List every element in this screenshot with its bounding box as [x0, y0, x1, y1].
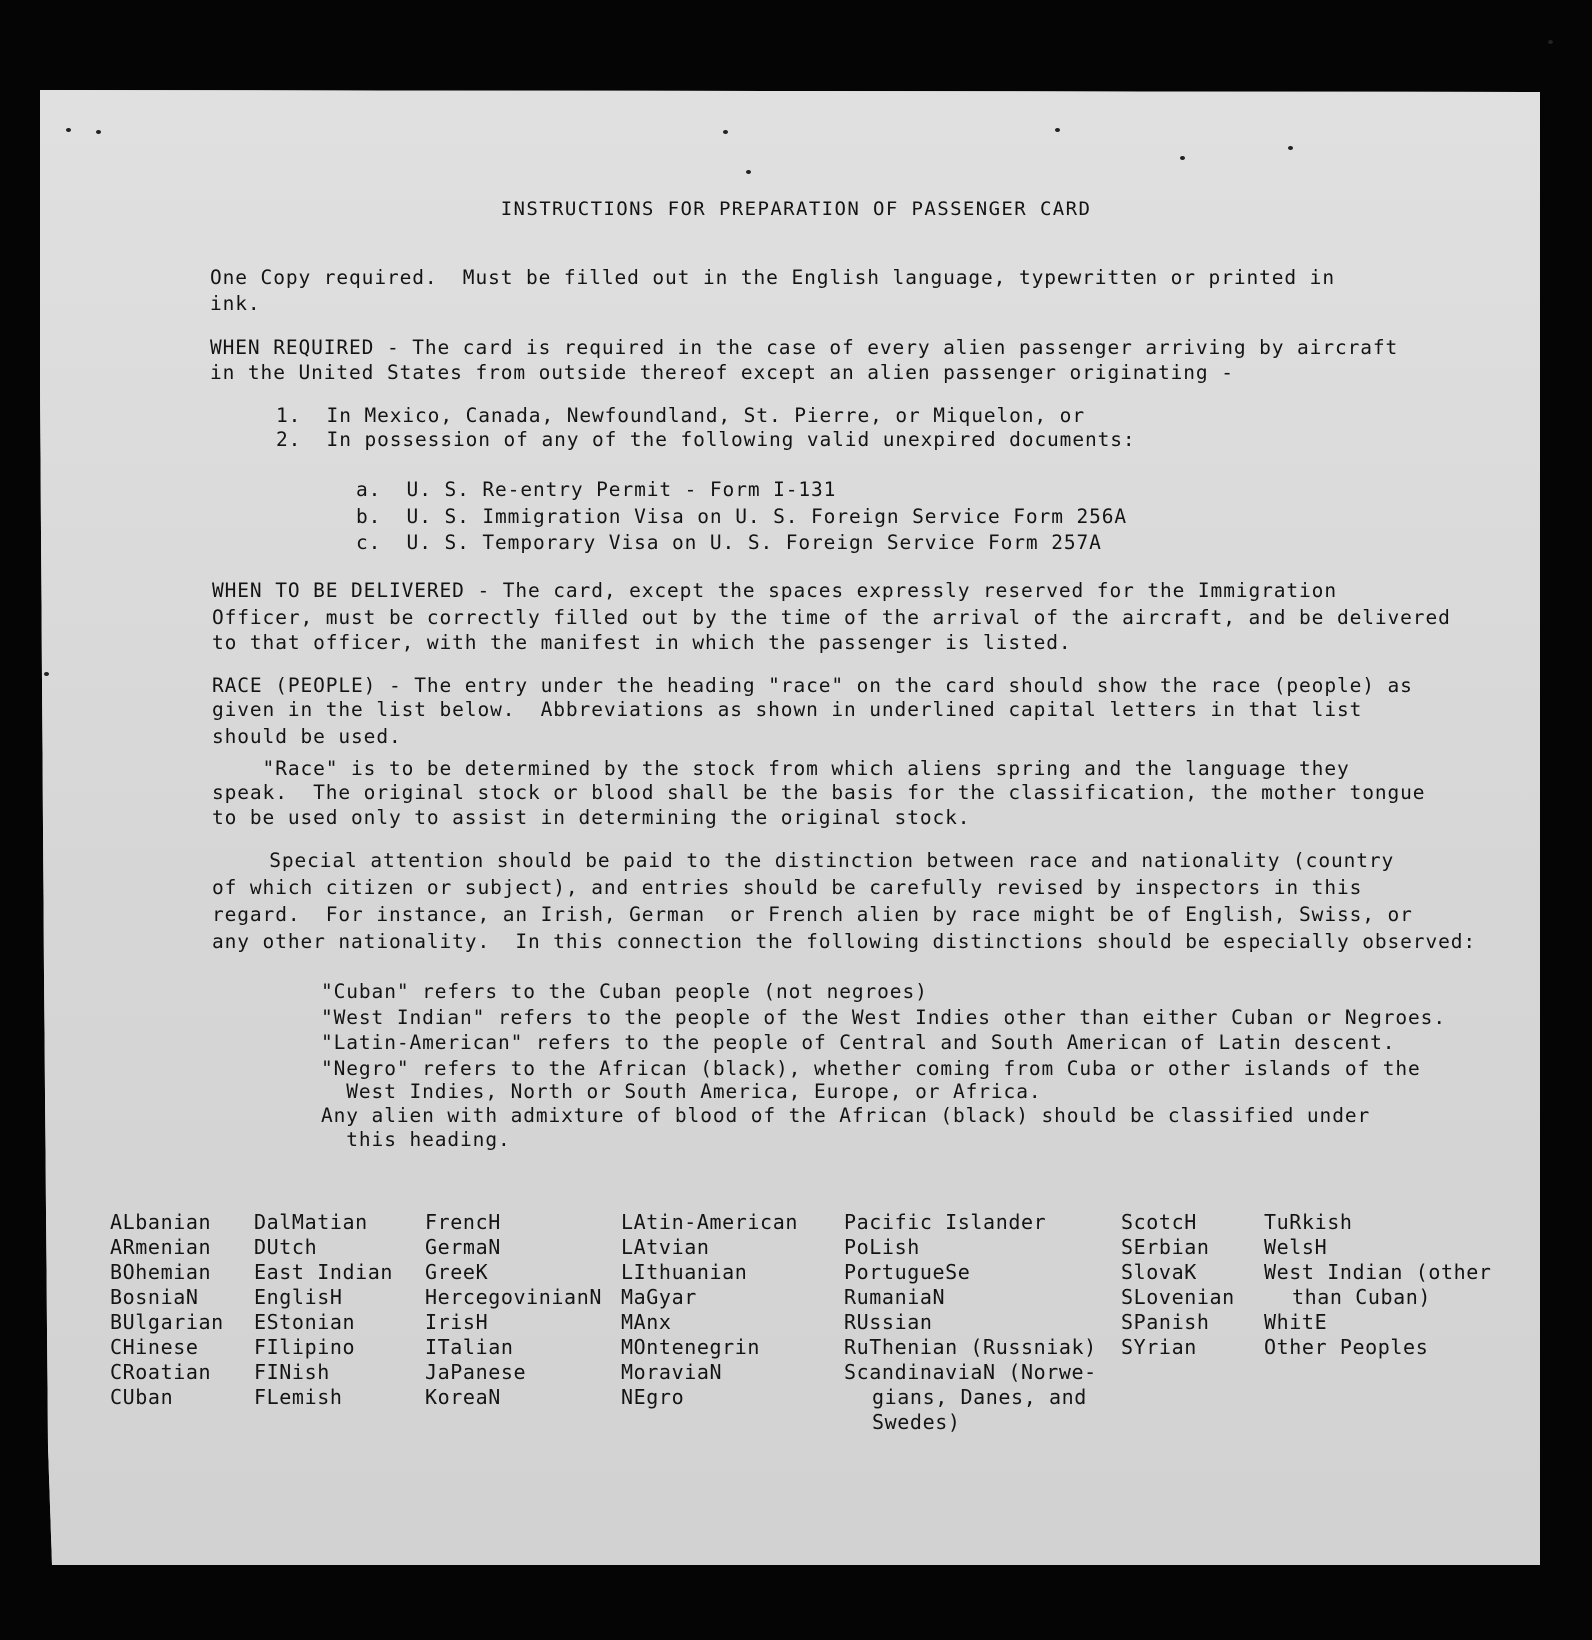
race-entry: EStonian: [254, 1310, 356, 1334]
list-item: 1. In Mexico, Canada, Newfoundland, St. Pierre, or Miquelon, or: [276, 404, 1085, 427]
scan-speck: [1180, 156, 1185, 160]
definition-latin-american: "Latin-American" refers to the people of Central and South American of Latin descent.: [321, 1031, 1396, 1054]
race-entry: MoraviaN: [621, 1360, 723, 1384]
intro-line: ink.: [210, 292, 261, 315]
race-entry: MAnx: [621, 1310, 672, 1334]
when-required-line: in the United States from outside thereof except an alien passenger originating -: [210, 361, 1234, 384]
scan-speck: [1055, 128, 1060, 132]
race-entry: ARmenian: [110, 1235, 212, 1259]
definition-admixture: this heading.: [321, 1128, 511, 1151]
race-entry: PortugueSe: [844, 1260, 971, 1284]
race-entry: IrisH: [425, 1310, 489, 1334]
scan-speck: [723, 130, 728, 134]
race-entry: EnglisH: [254, 1285, 343, 1309]
scan-speck: [746, 170, 751, 174]
race-entry: SPanish: [1121, 1310, 1210, 1334]
race-entry: TuRkish: [1264, 1210, 1353, 1234]
definition-admixture: Any alien with admixture of blood of the African (black) should be classified under: [321, 1104, 1371, 1127]
race-entry: GermaN: [425, 1235, 501, 1259]
race-entry: Swedes): [872, 1410, 961, 1434]
race-entry: LAtvian: [621, 1235, 710, 1259]
scan-speck: [44, 672, 49, 676]
race-entry: DalMatian: [254, 1210, 368, 1234]
definition-negro: West Indies, North or South America, Europe, or Africa.: [321, 1080, 1042, 1103]
scan-speck: [96, 130, 101, 134]
race-entry: than Cuban): [1292, 1285, 1432, 1309]
race-entry: LIthuanian: [621, 1260, 748, 1284]
race-column-7: [1264, 1210, 1492, 1360]
document-item: b. U. S. Immigration Visa on U. S. Foreign Service Form 256A: [356, 505, 1128, 528]
race-paragraph-line: given in the list below. Abbreviations as shown in underlined capital letters in that list: [212, 698, 1363, 721]
race-column-4: [621, 1210, 798, 1410]
race-entry: CRoatian: [110, 1360, 212, 1384]
race-entry: SYrian: [1121, 1335, 1197, 1359]
race-column-5: [844, 1210, 1097, 1435]
race-entry: FIlipino: [254, 1335, 356, 1359]
race-column-1: [110, 1210, 224, 1410]
race-entry: RuThenian (Russniak): [844, 1335, 1097, 1359]
race-entry: FINish: [254, 1360, 330, 1384]
race-entry: WelsH: [1264, 1235, 1328, 1259]
definition-negro: "Negro" refers to the African (black), whether coming from Cuba or other islands of the: [321, 1057, 1421, 1080]
scan-speck: [1288, 146, 1293, 150]
intro-line: One Copy required. Must be filled out in the English language, typewritten or printed in: [210, 266, 1335, 289]
list-item: 2. In possession of any of the following valid unexpired documents:: [276, 428, 1136, 451]
document-title: INSTRUCTIONS FOR PREPARATION OF PASSENGER CARD: [500, 198, 1092, 220]
race-entry: ITalian: [425, 1335, 514, 1359]
race-definition-line: speak. The original stock or blood shall be the basis for the classification, the mother tongue: [212, 781, 1426, 804]
race-entry: GreeK: [425, 1260, 489, 1284]
race-entry: FrencH: [425, 1210, 501, 1234]
race-entry: BOhemian: [110, 1260, 212, 1284]
race-entry: ScotcH: [1121, 1210, 1197, 1234]
race-entry: PoLish: [844, 1235, 920, 1259]
race-entry: RUssian: [844, 1310, 933, 1334]
race-entry: FLemish: [254, 1385, 343, 1409]
race-entry: SLovenian: [1121, 1285, 1235, 1309]
document-item: a. U. S. Re-entry Permit - Form I-131: [356, 478, 837, 501]
scan-speck: [66, 128, 71, 132]
race-entry: MOntenegrin: [621, 1335, 761, 1359]
race-column-3: [425, 1210, 602, 1410]
scan-speck: [1548, 40, 1553, 44]
race-entry: Pacific Islander: [844, 1210, 1047, 1234]
definition-west-indian: "West Indian" refers to the people of the West Indies other than either Cuban or Negroes.: [321, 1006, 1446, 1029]
race-entry: BUlgarian: [110, 1310, 224, 1334]
race-entry: LAtin-American: [621, 1210, 798, 1234]
race-entry: West Indian (other: [1264, 1260, 1492, 1284]
definition-cuban: "Cuban" refers to the Cuban people (not negroes): [321, 980, 928, 1003]
race-entry: CUban: [110, 1385, 174, 1409]
special-attention-line: of which citizen or subject), and entries should be carefully revised by inspectors in this: [212, 876, 1363, 899]
special-attention-line: regard. For instance, an Irish, German or French alien by race might be of English, Swiss, or: [212, 903, 1413, 926]
race-definition-line: to be used only to assist in determining the original stock.: [212, 806, 971, 829]
race-entry: SlovaK: [1121, 1260, 1197, 1284]
race-paragraph-line: RACE (PEOPLE) - The entry under the heading "race" on the card should show the race (people) as: [212, 674, 1413, 697]
race-entry: CHinese: [110, 1335, 199, 1359]
race-entry: ScandinaviaN (Norwe-: [844, 1360, 1097, 1384]
race-column-2: [254, 1210, 393, 1410]
when-delivered-line: Officer, must be correctly filled out by the time of the arrival of the aircraft, and be delivered: [212, 606, 1451, 629]
race-entry: ALbanian: [110, 1210, 212, 1234]
race-entry: JaPanese: [425, 1360, 527, 1384]
race-entry: HercegovinianN: [425, 1285, 602, 1309]
when-delivered-line: to that officer, with the manifest in which the passenger is listed.: [212, 631, 1072, 654]
race-entry: BosniaN: [110, 1285, 199, 1309]
race-paragraph-line: should be used.: [212, 725, 402, 748]
race-entry: gians, Danes, and: [872, 1385, 1087, 1409]
special-attention-line: Special attention should be paid to the distinction between race and nationality (country: [206, 849, 1395, 872]
race-entry: East Indian: [254, 1260, 394, 1284]
race-entry: NEgro: [621, 1385, 685, 1409]
race-entry: RumaniaN: [844, 1285, 946, 1309]
race-entry: DUtch: [254, 1235, 318, 1259]
document-item: c. U. S. Temporary Visa on U. S. Foreign Service Form 257A: [356, 531, 1102, 554]
special-attention-line: any other nationality. In this connection the following distinctions should be especially observed:: [212, 930, 1476, 953]
race-entry: SErbian: [1121, 1235, 1210, 1259]
race-entry: WhitE: [1264, 1310, 1328, 1334]
when-delivered-line: WHEN TO BE DELIVERED - The card, except the spaces expressly reserved for the Immigration: [212, 579, 1337, 602]
race-entry: MaGyar: [621, 1285, 697, 1309]
race-column-6: [1121, 1210, 1235, 1360]
race-definition-line: "Race" is to be determined by the stock from which aliens spring and the language they: [212, 757, 1350, 780]
race-entry: KoreaN: [425, 1385, 501, 1409]
when-required-line: WHEN REQUIRED - The card is required in the case of every alien passenger arriving by aircraft: [210, 336, 1399, 359]
race-entry: Other Peoples: [1264, 1335, 1429, 1359]
